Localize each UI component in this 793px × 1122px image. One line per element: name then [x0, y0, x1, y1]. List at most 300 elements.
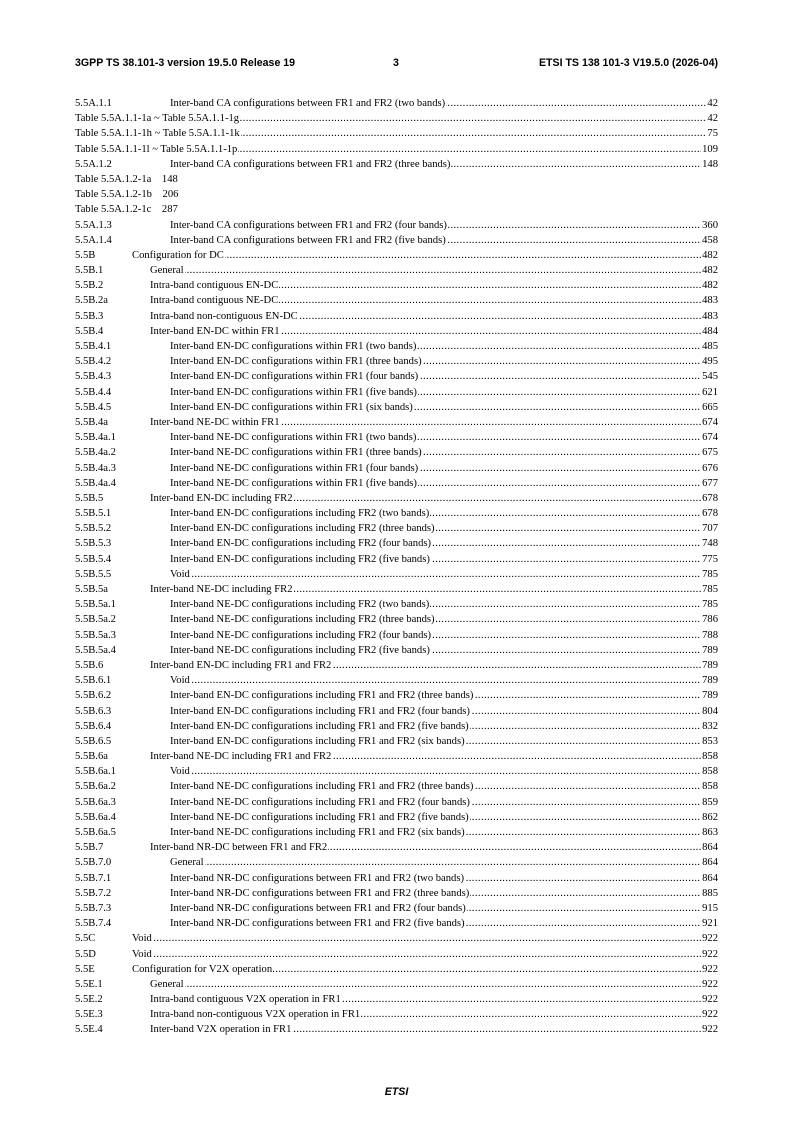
- toc-entry-title: Inter-band NE-DC configurations including FR1 and FR2 (four bands): [170, 796, 470, 808]
- toc-entry-title: Intra-band contiguous NE-DC: [150, 295, 279, 307]
- toc-entry[interactable]: [75, 1007, 718, 1022]
- toc-entry[interactable]: [75, 855, 718, 870]
- toc-entry-page-number: 458: [701, 233, 718, 248]
- toc-entry-number: 5.5B.5a.2: [75, 614, 116, 626]
- toc-entry-body: [170, 233, 718, 248]
- toc-entry-page-number: 832: [701, 719, 718, 734]
- toc-entry-page-number: 863: [701, 825, 718, 840]
- toc-entry-page-number: 789: [701, 688, 718, 703]
- toc-entry-body: [170, 369, 718, 384]
- toc-entry-title: Inter-band NE-DC configurations including FR1 and FR2 (six bands): [170, 827, 465, 838]
- toc-entry-body: [150, 293, 718, 308]
- toc-entry[interactable]: [75, 673, 718, 688]
- toc-entry-number: 5.5B.7: [75, 842, 104, 854]
- toc-entry[interactable]: [75, 293, 718, 308]
- toc-entry-page-number: 676: [701, 461, 718, 476]
- toc-entry-title: Inter-band EN-DC configurations including FR1 and FR2 (five bands): [170, 720, 469, 732]
- toc-entry-body: [170, 157, 718, 172]
- toc-entry-body: [132, 248, 718, 263]
- toc-entry-page-number: 665: [701, 400, 718, 415]
- toc-entry[interactable]: [75, 157, 718, 172]
- toc-entry-page-number: 922: [701, 1007, 718, 1022]
- toc-entry-page-number: 789: [701, 673, 718, 688]
- toc-entry-title: Inter-band NE-DC configurations including FR2 (three bands): [170, 614, 435, 626]
- toc-entry-body: [150, 977, 718, 992]
- toc-entry-number: 5.5B.6a.4: [75, 811, 116, 823]
- toc-entry-body: [170, 704, 718, 719]
- toc-entry-title: General: [170, 857, 204, 869]
- toc-entry[interactable]: [75, 233, 718, 248]
- toc-leader-dots: [150, 263, 718, 278]
- toc-entry-body: [170, 916, 718, 931]
- toc-leader-dots: [170, 567, 718, 582]
- toc-entry-page-number: 482: [701, 248, 718, 263]
- toc-leader-dots: [170, 673, 718, 688]
- toc-entry-number: 5.5B.4.4: [75, 386, 112, 398]
- toc-entry[interactable]: [75, 521, 718, 536]
- toc-entry-page-number: 674: [701, 415, 718, 430]
- toc-entry-page-number: 483: [701, 293, 718, 308]
- toc-entry-title: Table 5.5A.1.2-1b 206: [75, 189, 179, 201]
- toc-entry-body: [150, 658, 718, 673]
- toc-entry-page-number: 360: [701, 218, 718, 233]
- toc-entry[interactable]: [75, 916, 718, 931]
- toc-entry[interactable]: [75, 430, 718, 445]
- toc-entry-page-number: 678: [701, 506, 718, 521]
- toc-entry-body: [170, 643, 718, 658]
- toc-entry-body: [170, 430, 718, 445]
- toc-entry-number: 5.5B.5.2: [75, 523, 112, 535]
- toc-entry-number: 5.5B.6a: [75, 751, 108, 763]
- toc-entry-body: [170, 764, 718, 779]
- toc-entry[interactable]: [75, 719, 718, 734]
- toc-entry-page-number: 785: [701, 567, 718, 582]
- toc-entry-title: Inter-band NE-DC configurations within FR1 (five bands): [170, 477, 417, 489]
- toc-entry[interactable]: [75, 628, 718, 643]
- toc-entry[interactable]: [75, 491, 718, 506]
- toc-entry-title: Inter-band NR-DC configurations between FR1 and FR2 (four bands): [170, 902, 466, 914]
- toc-leader-dots: [132, 947, 718, 962]
- toc-entry-number: 5.5B.4.2: [75, 356, 112, 368]
- toc-entry-body: [170, 612, 718, 627]
- toc-entry-body: [75, 189, 179, 200]
- toc-entry-body: [150, 1022, 718, 1037]
- toc-entry-page-number: 853: [701, 734, 718, 749]
- toc-entry-body: [150, 491, 718, 506]
- toc-entry-title: Inter-band CA configurations between FR1 and FR2 (three bands): [170, 158, 451, 170]
- toc-entry[interactable]: [75, 354, 718, 369]
- toc-entry[interactable]: [75, 612, 718, 627]
- toc-entry-body: [150, 840, 718, 855]
- toc-entry-title: Configuration for DC: [132, 249, 224, 261]
- toc-entry-body: [170, 871, 718, 886]
- toc-entry-number: 5.5B.4a.3: [75, 462, 116, 474]
- toc-entry[interactable]: [75, 445, 718, 460]
- toc-entry-number: 5.5B.6.1: [75, 675, 112, 687]
- toc-entry-number: 5.5B.3: [75, 310, 104, 322]
- toc-entry-title: Inter-band NR-DC configurations between FR1 and FR2 (three bands): [170, 887, 470, 899]
- toc-entry-page-number: 75: [706, 126, 718, 141]
- toc-entry-body: [170, 673, 718, 688]
- toc-entry-title: Inter-band EN-DC including FR1 and FR2: [150, 659, 332, 671]
- toc-entry-page-number: 482: [701, 278, 718, 293]
- toc-entry-title: Void: [132, 933, 152, 945]
- toc-entry-number: 5.5B.4.3: [75, 371, 112, 383]
- toc-leader-dots: [170, 855, 718, 870]
- toc-entry-number: 5.5B.6a.2: [75, 781, 116, 793]
- toc-entry-page-number: 483: [701, 309, 718, 324]
- toc-entry-page-number: 788: [701, 628, 718, 643]
- toc-entry[interactable]: [75, 688, 718, 703]
- toc-entry[interactable]: [75, 567, 718, 582]
- toc-entry-number: 5.5B.6a.1: [75, 766, 116, 778]
- header-spec-version: 3GPP TS 38.101-3 version 19.5.0 Release 19: [75, 57, 296, 69]
- toc-entry-title: Inter-band NE-DC within FR1: [150, 416, 280, 428]
- toc-entry[interactable]: [75, 779, 718, 794]
- toc-entry-page-number: 675: [701, 445, 718, 460]
- toc-entry[interactable]: [75, 992, 718, 1007]
- toc-entry[interactable]: [75, 415, 718, 430]
- toc-entry[interactable]: [75, 810, 718, 825]
- toc-entry-number: 5.5B.4a.1: [75, 432, 116, 444]
- toc-entry-page-number: 677: [701, 476, 718, 491]
- toc-entry-page-number: 678: [701, 491, 718, 506]
- toc-entry-body: [170, 476, 718, 491]
- toc-entry[interactable]: [75, 476, 718, 491]
- toc-entry-page-number: 786: [701, 612, 718, 627]
- toc-entry-page-number: 858: [701, 779, 718, 794]
- toc-entry-number: 5.5A.1.1: [75, 98, 112, 109]
- toc-entry-body: [132, 947, 718, 962]
- toc-entry-number: 5.5A.1.3: [75, 219, 112, 231]
- toc-entry-page-number: 864: [701, 840, 718, 855]
- toc-entry-title: Inter-band EN-DC configurations including FR1 and FR2 (six bands): [170, 735, 465, 747]
- toc-entry[interactable]: [75, 931, 718, 946]
- toc-leader-dots: [132, 931, 718, 946]
- toc-entry[interactable]: [75, 309, 718, 324]
- toc-entry-body: [170, 597, 718, 612]
- toc-entry-page-number: 804: [701, 704, 718, 719]
- toc-entry[interactable]: [75, 658, 718, 673]
- toc-entry-title: Inter-band EN-DC configurations including FR1 and FR2 (three bands): [170, 690, 474, 702]
- toc-entry-title: General: [150, 978, 184, 990]
- toc-entry[interactable]: [75, 248, 718, 263]
- toc-entry-title: Inter-band EN-DC configurations including FR2 (two bands): [170, 508, 430, 520]
- toc-entry[interactable]: [75, 324, 718, 339]
- toc-entry-title: Inter-band NE-DC including FR2: [150, 584, 293, 595]
- toc-entry[interactable]: [75, 278, 718, 293]
- toc-entry-number: 5.5B.5.1: [75, 508, 112, 520]
- toc-entry-body: [170, 810, 718, 825]
- toc-entry-title: Inter-band EN-DC configurations including FR2 (three bands): [170, 523, 435, 535]
- toc-entry-page-number: 915: [701, 901, 718, 916]
- toc-entry-page-number: 484: [701, 324, 718, 339]
- toc-entry-title: Inter-band EN-DC configurations within FR1 (five bands): [170, 386, 417, 398]
- toc-entry-title: Inter-band EN-DC configurations within FR1 (four bands): [170, 371, 419, 383]
- toc-entry-body: [75, 174, 179, 185]
- toc-entry-page-number: 922: [701, 962, 718, 977]
- toc-entry-number: 5.5B.6.3: [75, 705, 112, 717]
- toc-entry-title: Inter-band EN-DC within FR1: [150, 325, 280, 337]
- toc-entry-title: Inter-band EN-DC configurations within FR1 (two bands): [170, 341, 417, 352]
- toc-entry-body: [170, 825, 718, 840]
- toc-entry-body: [150, 749, 718, 764]
- toc-entry-body: [150, 1007, 718, 1022]
- toc-entry[interactable]: [75, 704, 718, 719]
- toc-entry-body: [132, 931, 718, 946]
- toc-entry-number: 5.5B.4: [75, 325, 104, 337]
- toc-entry-title: Inter-band NE-DC configurations within FR1 (four bands): [170, 462, 419, 474]
- toc-entry-number: 5.5B.5.4: [75, 553, 112, 565]
- toc-entry-page-number: 922: [701, 992, 718, 1007]
- toc-entry[interactable]: [75, 825, 718, 840]
- toc-entry-title: Void: [170, 766, 190, 778]
- toc-entry-body: [170, 552, 718, 567]
- toc-entry[interactable]: [75, 172, 718, 187]
- toc-entry-number: 5.5B: [75, 249, 96, 261]
- toc-entry[interactable]: [75, 962, 718, 977]
- toc-entry-number: 5.5A.1.4: [75, 234, 112, 246]
- toc-leader-dots: [170, 764, 718, 779]
- toc-entry-page-number: 707: [701, 521, 718, 536]
- toc-entry-page-number: 922: [701, 947, 718, 962]
- toc-entry-body: [170, 354, 718, 369]
- toc-entry-title: Table 5.5A.1.2-1a 148: [75, 173, 178, 185]
- toc-entry-page-number: 921: [701, 916, 718, 931]
- toc-entry-body: [75, 111, 718, 126]
- toc-entry-body: [170, 795, 718, 810]
- toc-entry-page-number: 858: [701, 764, 718, 779]
- toc-entry[interactable]: [75, 643, 718, 658]
- toc-entry[interactable]: [75, 400, 718, 415]
- toc-entry[interactable]: [75, 339, 718, 354]
- toc-entry-page-number: 922: [701, 1022, 718, 1037]
- toc-entry[interactable]: [75, 1022, 718, 1037]
- toc-entry-title: Intra-band contiguous EN-DC: [150, 280, 279, 292]
- toc-entry-number: 5.5E.1: [75, 978, 103, 990]
- toc-entry-number: 5.5B.5a.3: [75, 629, 116, 641]
- toc-entry[interactable]: [75, 795, 718, 810]
- toc-entry-page-number: 485: [701, 339, 718, 354]
- toc-entry-title: Inter-band NE-DC configurations within FR1 (two bands): [170, 432, 417, 444]
- toc-entry-page-number: 109: [701, 142, 718, 157]
- toc-entry-page-number: 482: [701, 263, 718, 278]
- toc-entry-page-number: 922: [701, 931, 718, 946]
- toc-entry[interactable]: [75, 142, 718, 157]
- toc-entry-number: 5.5A.1.2: [75, 158, 112, 170]
- toc-entry-number: 5.5B.7.0: [75, 857, 112, 869]
- toc-entry-body: [150, 992, 718, 1007]
- toc-entry[interactable]: [75, 385, 718, 400]
- toc-entry-title: Inter-band NE-DC configurations including FR1 and FR2 (three bands): [170, 781, 474, 793]
- toc-entry-number: 5.5B.6a.5: [75, 827, 116, 838]
- toc-entry-number: 5.5B.6.2: [75, 690, 112, 702]
- toc-entry-body: [170, 385, 718, 400]
- toc-entry[interactable]: [75, 552, 718, 567]
- toc-entry-number: 5.5B.7.1: [75, 872, 112, 884]
- toc-entry-body: [170, 461, 718, 476]
- toc-entry-body: [132, 962, 718, 977]
- page-header: [75, 57, 718, 73]
- toc-entry-number: 5.5B.2: [75, 280, 104, 292]
- toc-entry-title: Inter-band EN-DC including FR2: [150, 492, 293, 504]
- toc-entry-page-number: 785: [701, 597, 718, 612]
- toc-entry[interactable]: [75, 597, 718, 612]
- toc-entry-title: Table 5.5A.1.1-1l ~ Table 5.5A.1.1-1p: [75, 143, 238, 155]
- toc-entry-body: [170, 779, 718, 794]
- table-of-contents: [75, 96, 718, 1038]
- toc-entry-title: Inter-band NE-DC configurations including FR2 (two bands): [170, 599, 430, 611]
- toc-entry-page-number: 495: [701, 354, 718, 369]
- toc-entry-title: Table 5.5A.1.2-1c 287: [75, 204, 178, 216]
- toc-entry-number: 5.5B.6.4: [75, 720, 112, 732]
- toc-entry-body: [170, 688, 718, 703]
- toc-entry-title: Inter-band EN-DC configurations including FR2 (five bands): [170, 553, 430, 565]
- toc-entry-number: 5.5E.3: [75, 1009, 103, 1021]
- toc-entry-title: Inter-band CA configurations between FR1 and FR2 (two bands): [170, 98, 446, 109]
- toc-entry-title: Inter-band NR-DC configurations between FR1 and FR2 (two bands): [170, 872, 465, 884]
- toc-entry[interactable]: [75, 202, 718, 217]
- toc-entry-page-number: 858: [701, 749, 718, 764]
- toc-entry-title: Inter-band NE-DC including FR1 and FR2: [150, 751, 332, 763]
- toc-entry-title: Inter-band CA configurations between FR1 and FR2 (five bands): [170, 234, 446, 246]
- toc-entry-title: Table 5.5A.1.1-1h ~ Table 5.5A.1.1-1k: [75, 128, 240, 140]
- toc-entry-title: Void: [170, 675, 190, 687]
- toc-entry-body: [170, 886, 718, 901]
- toc-entry-body: [170, 339, 718, 354]
- toc-entry-body: [170, 901, 718, 916]
- toc-entry-title: Table 5.5A.1.1-1a ~ Table 5.5A.1.1-1g: [75, 113, 240, 125]
- toc-entry-title: Inter-band NE-DC configurations including FR2 (four bands): [170, 629, 432, 641]
- toc-entry-page-number: 859: [701, 795, 718, 810]
- toc-entry[interactable]: [75, 901, 718, 916]
- toc-entry[interactable]: [75, 840, 718, 855]
- toc-entry-number: 5.5B.6a.3: [75, 796, 116, 808]
- toc-entry-body: [150, 309, 718, 324]
- toc-entry-page-number: 862: [701, 810, 718, 825]
- toc-entry[interactable]: [75, 886, 718, 901]
- toc-entry[interactable]: [75, 536, 718, 551]
- toc-entry-number: 5.5D: [75, 948, 96, 960]
- toc-entry-title: Inter-band NE-DC configurations within FR1 (three bands): [170, 447, 422, 459]
- toc-entry-page-number: 775: [701, 552, 718, 567]
- toc-entry-title: Inter-band EN-DC configurations within FR1 (six bands): [170, 401, 413, 413]
- toc-entry-page-number: 42: [706, 111, 718, 126]
- toc-entry-title: Inter-band NR-DC between FR1 and FR2: [150, 842, 328, 854]
- toc-entry[interactable]: [75, 111, 718, 126]
- toc-entry[interactable]: [75, 126, 718, 141]
- toc-entry-body: [170, 400, 718, 415]
- toc-entry[interactable]: [75, 977, 718, 992]
- toc-entry[interactable]: [75, 734, 718, 749]
- toc-entry-number: 5.5B.4.1: [75, 341, 112, 352]
- toc-entry-number: 5.5B.5: [75, 492, 104, 504]
- toc-entry-page-number: 864: [701, 855, 718, 870]
- toc-entry[interactable]: [75, 582, 718, 597]
- toc-entry-title: Intra-band non-contiguous V2X operation in FR1: [150, 1009, 361, 1021]
- toc-entry-title: Intra-band contiguous V2X operation in FR1: [150, 994, 341, 1006]
- toc-entry[interactable]: [75, 263, 718, 278]
- toc-entry-body: [150, 582, 718, 597]
- toc-entry[interactable]: [75, 506, 718, 521]
- toc-entry-number: 5.5B.4a: [75, 416, 108, 428]
- toc-entry-number: 5.5B.6: [75, 659, 104, 671]
- toc-entry-title: Inter-band NE-DC configurations including FR1 and FR2 (five bands): [170, 811, 469, 823]
- toc-entry-number: 5.5B.1: [75, 265, 104, 277]
- toc-entry-page-number: 789: [701, 658, 718, 673]
- toc-entry[interactable]: [75, 749, 718, 764]
- toc-entry-body: [75, 204, 179, 215]
- toc-entry-page-number: 785: [701, 582, 718, 597]
- toc-entry-body: [170, 218, 718, 233]
- toc-entry-body: [75, 126, 718, 141]
- toc-entry-number: 5.5B.5.5: [75, 568, 112, 580]
- toc-entry-number: 5.5B.2a: [75, 295, 108, 307]
- toc-entry-number: 5.5B.7.4: [75, 918, 112, 930]
- toc-entry-body: [170, 536, 718, 551]
- toc-entry[interactable]: [75, 871, 718, 886]
- toc-entry-title: Inter-band EN-DC configurations including FR2 (four bands): [170, 538, 432, 550]
- toc-entry-title: Intra-band non-contiguous EN-DC: [150, 310, 298, 322]
- toc-entry[interactable]: [75, 369, 718, 384]
- toc-entry-title: Inter-band NE-DC configurations including FR2 (five bands): [170, 644, 430, 656]
- toc-entry-body: [170, 506, 718, 521]
- toc-entry[interactable]: [75, 218, 718, 233]
- toc-entry-title: Inter-band V2X operation in FR1: [150, 1024, 292, 1036]
- toc-entry-body: [75, 142, 718, 157]
- toc-entry-page-number: 545: [701, 369, 718, 384]
- toc-entry[interactable]: [75, 461, 718, 476]
- toc-entry-body: [170, 445, 718, 460]
- toc-entry-number: 5.5E: [75, 963, 95, 975]
- toc-entry-number: 5.5B.5.3: [75, 538, 112, 550]
- toc-entry-number: 5.5B.4a.4: [75, 477, 116, 489]
- toc-entry-number: 5.5B.6.5: [75, 735, 112, 747]
- toc-entry[interactable]: [75, 187, 718, 202]
- toc-entry-body: [150, 324, 718, 339]
- toc-entry-title: Void: [170, 568, 190, 580]
- toc-entry-body: [170, 734, 718, 749]
- toc-leader-dots: [150, 977, 718, 992]
- toc-entry-title: Void: [132, 948, 152, 960]
- header-etsi-reference: ETSI TS 138 101-3 V19.5.0 (2026-04): [538, 57, 718, 69]
- toc-entry-number: 5.5E.4: [75, 1024, 103, 1036]
- header-page-number: 3: [393, 57, 399, 69]
- toc-entry-body: [150, 415, 718, 430]
- toc-entry-page-number: 789: [701, 643, 718, 658]
- toc-entry-title: Inter-band CA configurations between FR1 and FR2 (four bands): [170, 219, 447, 231]
- toc-entry[interactable]: [75, 764, 718, 779]
- toc-entry-number: 5.5B.7.3: [75, 902, 112, 914]
- toc-entry-number: 5.5B.7.2: [75, 887, 112, 899]
- toc-entry-body: [150, 263, 718, 278]
- toc-entry[interactable]: [75, 96, 718, 111]
- toc-entry-page-number: 885: [701, 886, 718, 901]
- toc-entry-page-number: 748: [701, 536, 718, 551]
- toc-entry-number: 5.5B.5a: [75, 584, 108, 595]
- toc-entry-title: Configuration for V2X operation: [132, 963, 273, 975]
- page-footer: ETSI: [384, 1086, 409, 1098]
- toc-entry-body: [170, 567, 718, 582]
- toc-entry-number: 5.5B.4.5: [75, 401, 112, 413]
- toc-entry-page-number: 922: [701, 977, 718, 992]
- toc-entry-title: Inter-band NR-DC configurations between FR1 and FR2 (five bands): [170, 918, 465, 930]
- toc-entry-page-number: 621: [701, 385, 718, 400]
- toc-entry[interactable]: [75, 947, 718, 962]
- toc-entry-body: [170, 628, 718, 643]
- toc-entry-page-number: 674: [701, 430, 718, 445]
- toc-entry-body: [170, 521, 718, 536]
